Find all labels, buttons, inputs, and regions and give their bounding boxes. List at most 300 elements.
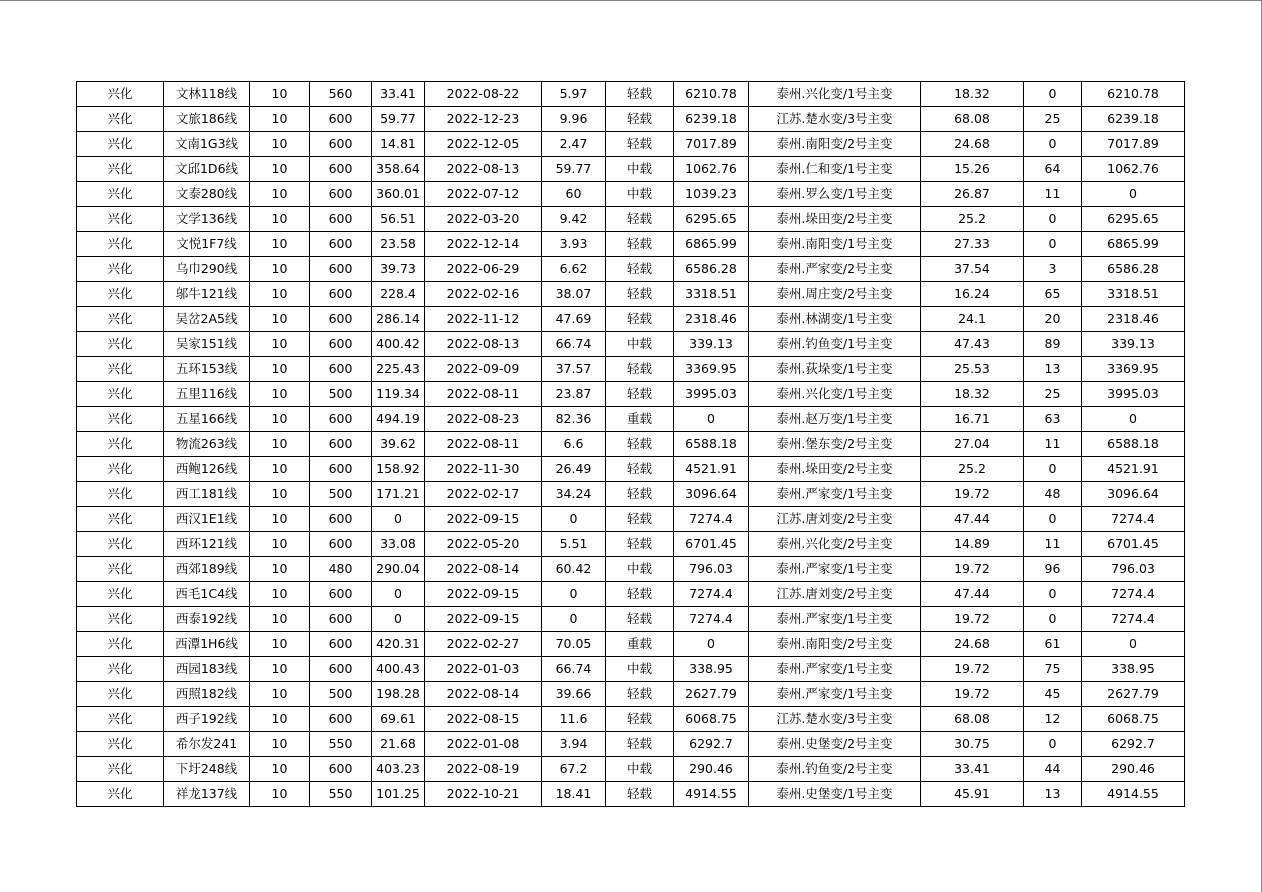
count-cell: 48 bbox=[1024, 482, 1082, 507]
rated-capacity-cell: 550 bbox=[310, 732, 372, 757]
rated-capacity-cell: 600 bbox=[310, 132, 372, 157]
transformer-load-cell: 19.72 bbox=[921, 657, 1024, 682]
available-capacity-cell: 3096.64 bbox=[674, 482, 749, 507]
table-row bbox=[77, 332, 1185, 357]
max-current-cell: 56.51 bbox=[372, 207, 425, 232]
date-cell: 2022-08-13 bbox=[425, 157, 542, 182]
line-name-cell: 希尔发241 bbox=[164, 732, 250, 757]
available-capacity-cell: 7274.4 bbox=[674, 582, 749, 607]
date-cell: 2022-02-27 bbox=[425, 632, 542, 657]
count-cell: 11 bbox=[1024, 432, 1082, 457]
max-current-cell: 286.14 bbox=[372, 307, 425, 332]
count-cell: 0 bbox=[1024, 457, 1082, 482]
voltage-cell: 10 bbox=[250, 482, 310, 507]
load-status-cell: 轻载 bbox=[606, 607, 674, 632]
available-capacity-cell: 339.13 bbox=[674, 332, 749, 357]
voltage-cell: 10 bbox=[250, 682, 310, 707]
rated-capacity-cell: 500 bbox=[310, 382, 372, 407]
region-cell: 兴化 bbox=[77, 232, 164, 257]
available-capacity-cell: 0 bbox=[674, 407, 749, 432]
remaining-capacity-cell: 0 bbox=[1082, 182, 1185, 207]
line-name-cell: 五星166线 bbox=[164, 407, 250, 432]
line-name-cell: 西泰192线 bbox=[164, 607, 250, 632]
table-row bbox=[77, 557, 1185, 582]
load-rate-cell: 67.2 bbox=[542, 757, 606, 782]
load-status-cell: 轻载 bbox=[606, 782, 674, 807]
rated-capacity-cell: 600 bbox=[310, 282, 372, 307]
count-cell: 45 bbox=[1024, 682, 1082, 707]
line-name-cell: 五里116线 bbox=[164, 382, 250, 407]
load-status-cell: 重载 bbox=[606, 407, 674, 432]
remaining-capacity-cell: 6068.75 bbox=[1082, 707, 1185, 732]
voltage-cell: 10 bbox=[250, 107, 310, 132]
remaining-capacity-cell: 4914.55 bbox=[1082, 782, 1185, 807]
transformer-cell: 泰州.严家变/1号主变 bbox=[749, 482, 921, 507]
load-rate-cell: 23.87 bbox=[542, 382, 606, 407]
transformer-load-cell: 30.75 bbox=[921, 732, 1024, 757]
load-status-cell: 重载 bbox=[606, 632, 674, 657]
load-rate-cell: 2.47 bbox=[542, 132, 606, 157]
load-status-cell: 轻载 bbox=[606, 507, 674, 532]
available-capacity-cell: 1062.76 bbox=[674, 157, 749, 182]
rated-capacity-cell: 600 bbox=[310, 182, 372, 207]
voltage-cell: 10 bbox=[250, 582, 310, 607]
max-current-cell: 420.31 bbox=[372, 632, 425, 657]
table-row bbox=[77, 182, 1185, 207]
transformer-cell: 泰州.严家变/1号主变 bbox=[749, 657, 921, 682]
max-current-cell: 101.25 bbox=[372, 782, 425, 807]
count-cell: 0 bbox=[1024, 607, 1082, 632]
region-cell: 兴化 bbox=[77, 107, 164, 132]
line-name-cell: 文悦1F7线 bbox=[164, 232, 250, 257]
max-current-cell: 33.41 bbox=[372, 82, 425, 107]
max-current-cell: 360.01 bbox=[372, 182, 425, 207]
load-status-cell: 轻载 bbox=[606, 107, 674, 132]
voltage-cell: 10 bbox=[250, 357, 310, 382]
remaining-capacity-cell: 6295.65 bbox=[1082, 207, 1185, 232]
region-cell: 兴化 bbox=[77, 532, 164, 557]
remaining-capacity-cell: 7274.4 bbox=[1082, 507, 1185, 532]
max-current-cell: 171.21 bbox=[372, 482, 425, 507]
available-capacity-cell: 6588.18 bbox=[674, 432, 749, 457]
region-cell: 兴化 bbox=[77, 182, 164, 207]
transformer-cell: 泰州.林湖变/1号主变 bbox=[749, 307, 921, 332]
max-current-cell: 228.4 bbox=[372, 282, 425, 307]
line-name-cell: 物流263线 bbox=[164, 432, 250, 457]
transformer-load-cell: 25.2 bbox=[921, 207, 1024, 232]
available-capacity-cell: 6865.99 bbox=[674, 232, 749, 257]
load-status-cell: 轻载 bbox=[606, 357, 674, 382]
table-row bbox=[77, 82, 1185, 107]
region-cell: 兴化 bbox=[77, 632, 164, 657]
line-name-cell: 西毛1C4线 bbox=[164, 582, 250, 607]
remaining-capacity-cell: 3369.95 bbox=[1082, 357, 1185, 382]
count-cell: 13 bbox=[1024, 782, 1082, 807]
voltage-cell: 10 bbox=[250, 157, 310, 182]
load-rate-cell: 82.36 bbox=[542, 407, 606, 432]
load-rate-cell: 6.62 bbox=[542, 257, 606, 282]
voltage-cell: 10 bbox=[250, 632, 310, 657]
transformer-load-cell: 68.08 bbox=[921, 107, 1024, 132]
table-row bbox=[77, 307, 1185, 332]
date-cell: 2022-09-15 bbox=[425, 582, 542, 607]
table-row bbox=[77, 407, 1185, 432]
load-status-cell: 轻载 bbox=[606, 457, 674, 482]
date-cell: 2022-03-20 bbox=[425, 207, 542, 232]
load-rate-cell: 6.6 bbox=[542, 432, 606, 457]
voltage-cell: 10 bbox=[250, 507, 310, 532]
load-rate-cell: 39.66 bbox=[542, 682, 606, 707]
table-row bbox=[77, 157, 1185, 182]
table-row bbox=[77, 632, 1185, 657]
table-row bbox=[77, 732, 1185, 757]
load-rate-cell: 0 bbox=[542, 582, 606, 607]
count-cell: 75 bbox=[1024, 657, 1082, 682]
load-status-cell: 中载 bbox=[606, 332, 674, 357]
line-name-cell: 文南1G3线 bbox=[164, 132, 250, 157]
load-rate-cell: 5.51 bbox=[542, 532, 606, 557]
available-capacity-cell: 7017.89 bbox=[674, 132, 749, 157]
remaining-capacity-cell: 2627.79 bbox=[1082, 682, 1185, 707]
max-current-cell: 0 bbox=[372, 607, 425, 632]
voltage-cell: 10 bbox=[250, 232, 310, 257]
region-cell: 兴化 bbox=[77, 482, 164, 507]
max-current-cell: 358.64 bbox=[372, 157, 425, 182]
date-cell: 2022-09-15 bbox=[425, 507, 542, 532]
remaining-capacity-cell: 0 bbox=[1082, 632, 1185, 657]
count-cell: 11 bbox=[1024, 532, 1082, 557]
rated-capacity-cell: 600 bbox=[310, 257, 372, 282]
available-capacity-cell: 6586.28 bbox=[674, 257, 749, 282]
table-row bbox=[77, 707, 1185, 732]
transformer-load-cell: 19.72 bbox=[921, 607, 1024, 632]
load-rate-cell: 37.57 bbox=[542, 357, 606, 382]
remaining-capacity-cell: 7017.89 bbox=[1082, 132, 1185, 157]
rated-capacity-cell: 600 bbox=[310, 757, 372, 782]
date-cell: 2022-12-23 bbox=[425, 107, 542, 132]
voltage-cell: 10 bbox=[250, 307, 310, 332]
transformer-cell: 泰州.钓鱼变/1号主变 bbox=[749, 332, 921, 357]
load-status-cell: 轻载 bbox=[606, 682, 674, 707]
remaining-capacity-cell: 6586.28 bbox=[1082, 257, 1185, 282]
load-rate-cell: 59.77 bbox=[542, 157, 606, 182]
rated-capacity-cell: 600 bbox=[310, 157, 372, 182]
load-rate-cell: 0 bbox=[542, 507, 606, 532]
transformer-cell: 泰州.史堡变/2号主变 bbox=[749, 732, 921, 757]
transformer-cell: 泰州.兴化变/1号主变 bbox=[749, 82, 921, 107]
remaining-capacity-cell: 6865.99 bbox=[1082, 232, 1185, 257]
transformer-cell: 泰州.史堡变/1号主变 bbox=[749, 782, 921, 807]
table-row bbox=[77, 757, 1185, 782]
max-current-cell: 39.62 bbox=[372, 432, 425, 457]
voltage-cell: 10 bbox=[250, 607, 310, 632]
transformer-cell: 泰州.罗么变/1号主变 bbox=[749, 182, 921, 207]
available-capacity-cell: 6210.78 bbox=[674, 82, 749, 107]
transformer-load-cell: 26.87 bbox=[921, 182, 1024, 207]
rated-capacity-cell: 500 bbox=[310, 682, 372, 707]
date-cell: 2022-08-13 bbox=[425, 332, 542, 357]
table-row bbox=[77, 457, 1185, 482]
rated-capacity-cell: 600 bbox=[310, 107, 372, 132]
rated-capacity-cell: 560 bbox=[310, 82, 372, 107]
remaining-capacity-cell: 1062.76 bbox=[1082, 157, 1185, 182]
rated-capacity-cell: 600 bbox=[310, 357, 372, 382]
count-cell: 25 bbox=[1024, 107, 1082, 132]
transformer-load-cell: 16.24 bbox=[921, 282, 1024, 307]
region-cell: 兴化 bbox=[77, 732, 164, 757]
remaining-capacity-cell: 2318.46 bbox=[1082, 307, 1185, 332]
transformer-cell: 泰州.荻垛变/1号主变 bbox=[749, 357, 921, 382]
max-current-cell: 400.43 bbox=[372, 657, 425, 682]
rated-capacity-cell: 600 bbox=[310, 307, 372, 332]
table-row bbox=[77, 682, 1185, 707]
load-status-cell: 轻载 bbox=[606, 132, 674, 157]
transformer-load-cell: 24.1 bbox=[921, 307, 1024, 332]
rated-capacity-cell: 600 bbox=[310, 632, 372, 657]
count-cell: 63 bbox=[1024, 407, 1082, 432]
voltage-cell: 10 bbox=[250, 332, 310, 357]
load-status-cell: 轻载 bbox=[606, 532, 674, 557]
load-rate-cell: 34.24 bbox=[542, 482, 606, 507]
transformer-load-cell: 15.26 bbox=[921, 157, 1024, 182]
page-top-border bbox=[0, 0, 1262, 1]
count-cell: 0 bbox=[1024, 232, 1082, 257]
date-cell: 2022-08-14 bbox=[425, 557, 542, 582]
load-rate-cell: 66.74 bbox=[542, 657, 606, 682]
count-cell: 64 bbox=[1024, 157, 1082, 182]
table-row bbox=[77, 782, 1185, 807]
load-status-cell: 轻载 bbox=[606, 282, 674, 307]
load-status-cell: 轻载 bbox=[606, 82, 674, 107]
transformer-cell: 泰州.南阳变/2号主变 bbox=[749, 632, 921, 657]
table-row bbox=[77, 607, 1185, 632]
transformer-cell: 泰州.南阳变/2号主变 bbox=[749, 132, 921, 157]
date-cell: 2022-02-16 bbox=[425, 282, 542, 307]
remaining-capacity-cell: 339.13 bbox=[1082, 332, 1185, 357]
available-capacity-cell: 2627.79 bbox=[674, 682, 749, 707]
table-row bbox=[77, 132, 1185, 157]
voltage-cell: 10 bbox=[250, 532, 310, 557]
rated-capacity-cell: 600 bbox=[310, 707, 372, 732]
max-current-cell: 21.68 bbox=[372, 732, 425, 757]
transformer-load-cell: 19.72 bbox=[921, 557, 1024, 582]
voltage-cell: 10 bbox=[250, 382, 310, 407]
table-row bbox=[77, 357, 1185, 382]
rated-capacity-cell: 600 bbox=[310, 207, 372, 232]
date-cell: 2022-08-22 bbox=[425, 82, 542, 107]
available-capacity-cell: 6295.65 bbox=[674, 207, 749, 232]
load-rate-cell: 60 bbox=[542, 182, 606, 207]
transformer-load-cell: 33.41 bbox=[921, 757, 1024, 782]
line-name-cell: 西工181线 bbox=[164, 482, 250, 507]
remaining-capacity-cell: 7274.4 bbox=[1082, 607, 1185, 632]
line-name-cell: 吴家151线 bbox=[164, 332, 250, 357]
transformer-load-cell: 19.72 bbox=[921, 482, 1024, 507]
table-body bbox=[77, 82, 1185, 807]
count-cell: 44 bbox=[1024, 757, 1082, 782]
transformer-cell: 泰州.兴化变/2号主变 bbox=[749, 532, 921, 557]
count-cell: 89 bbox=[1024, 332, 1082, 357]
load-status-cell: 中载 bbox=[606, 182, 674, 207]
voltage-cell: 10 bbox=[250, 782, 310, 807]
count-cell: 25 bbox=[1024, 382, 1082, 407]
date-cell: 2022-08-15 bbox=[425, 707, 542, 732]
region-cell: 兴化 bbox=[77, 257, 164, 282]
date-cell: 2022-10-21 bbox=[425, 782, 542, 807]
max-current-cell: 33.08 bbox=[372, 532, 425, 557]
count-cell: 0 bbox=[1024, 132, 1082, 157]
transformer-load-cell: 18.32 bbox=[921, 382, 1024, 407]
count-cell: 96 bbox=[1024, 557, 1082, 582]
transformer-load-cell: 47.44 bbox=[921, 582, 1024, 607]
line-name-cell: 祥龙137线 bbox=[164, 782, 250, 807]
load-rate-cell: 9.96 bbox=[542, 107, 606, 132]
table-row bbox=[77, 382, 1185, 407]
load-status-cell: 中载 bbox=[606, 557, 674, 582]
load-status-cell: 轻载 bbox=[606, 382, 674, 407]
available-capacity-cell: 796.03 bbox=[674, 557, 749, 582]
region-cell: 兴化 bbox=[77, 707, 164, 732]
load-status-cell: 轻载 bbox=[606, 232, 674, 257]
table-row bbox=[77, 232, 1185, 257]
transformer-load-cell: 45.91 bbox=[921, 782, 1024, 807]
max-current-cell: 290.04 bbox=[372, 557, 425, 582]
load-status-cell: 轻载 bbox=[606, 307, 674, 332]
feeder-load-table bbox=[76, 81, 1185, 807]
date-cell: 2022-05-20 bbox=[425, 532, 542, 557]
transformer-cell: 泰州.南阳变/1号主变 bbox=[749, 232, 921, 257]
max-current-cell: 0 bbox=[372, 582, 425, 607]
date-cell: 2022-08-14 bbox=[425, 682, 542, 707]
table-row bbox=[77, 207, 1185, 232]
region-cell: 兴化 bbox=[77, 282, 164, 307]
date-cell: 2022-08-11 bbox=[425, 382, 542, 407]
line-name-cell: 西园183线 bbox=[164, 657, 250, 682]
transformer-cell: 泰州.垛田变/2号主变 bbox=[749, 207, 921, 232]
line-name-cell: 文林118线 bbox=[164, 82, 250, 107]
transformer-cell: 江苏.楚水变/3号主变 bbox=[749, 107, 921, 132]
voltage-cell: 10 bbox=[250, 207, 310, 232]
line-name-cell: 下圩248线 bbox=[164, 757, 250, 782]
load-rate-cell: 5.97 bbox=[542, 82, 606, 107]
line-name-cell: 西鲍126线 bbox=[164, 457, 250, 482]
date-cell: 2022-09-09 bbox=[425, 357, 542, 382]
count-cell: 0 bbox=[1024, 507, 1082, 532]
date-cell: 2022-11-12 bbox=[425, 307, 542, 332]
available-capacity-cell: 3369.95 bbox=[674, 357, 749, 382]
voltage-cell: 10 bbox=[250, 557, 310, 582]
rated-capacity-cell: 480 bbox=[310, 557, 372, 582]
table-row bbox=[77, 582, 1185, 607]
count-cell: 3 bbox=[1024, 257, 1082, 282]
date-cell: 2022-12-14 bbox=[425, 232, 542, 257]
available-capacity-cell: 338.95 bbox=[674, 657, 749, 682]
region-cell: 兴化 bbox=[77, 757, 164, 782]
transformer-cell: 江苏.唐刘变/2号主变 bbox=[749, 507, 921, 532]
load-rate-cell: 70.05 bbox=[542, 632, 606, 657]
load-status-cell: 中载 bbox=[606, 157, 674, 182]
rated-capacity-cell: 600 bbox=[310, 232, 372, 257]
date-cell: 2022-08-23 bbox=[425, 407, 542, 432]
load-status-cell: 中载 bbox=[606, 757, 674, 782]
max-current-cell: 403.23 bbox=[372, 757, 425, 782]
line-name-cell: 五环153线 bbox=[164, 357, 250, 382]
load-rate-cell: 11.6 bbox=[542, 707, 606, 732]
table-row bbox=[77, 532, 1185, 557]
transformer-load-cell: 24.68 bbox=[921, 632, 1024, 657]
transformer-load-cell: 37.54 bbox=[921, 257, 1024, 282]
available-capacity-cell: 2318.46 bbox=[674, 307, 749, 332]
transformer-cell: 泰州.严家变/1号主变 bbox=[749, 682, 921, 707]
remaining-capacity-cell: 6701.45 bbox=[1082, 532, 1185, 557]
region-cell: 兴化 bbox=[77, 682, 164, 707]
remaining-capacity-cell: 6588.18 bbox=[1082, 432, 1185, 457]
date-cell: 2022-02-17 bbox=[425, 482, 542, 507]
rated-capacity-cell: 550 bbox=[310, 782, 372, 807]
date-cell: 2022-01-08 bbox=[425, 732, 542, 757]
region-cell: 兴化 bbox=[77, 657, 164, 682]
line-name-cell: 邬牛121线 bbox=[164, 282, 250, 307]
rated-capacity-cell: 600 bbox=[310, 582, 372, 607]
table-row bbox=[77, 107, 1185, 132]
available-capacity-cell: 7274.4 bbox=[674, 607, 749, 632]
transformer-cell: 泰州.堡东变/2号主变 bbox=[749, 432, 921, 457]
transformer-load-cell: 68.08 bbox=[921, 707, 1024, 732]
count-cell: 12 bbox=[1024, 707, 1082, 732]
load-rate-cell: 0 bbox=[542, 607, 606, 632]
region-cell: 兴化 bbox=[77, 432, 164, 457]
region-cell: 兴化 bbox=[77, 382, 164, 407]
line-name-cell: 西子192线 bbox=[164, 707, 250, 732]
max-current-cell: 158.92 bbox=[372, 457, 425, 482]
load-status-cell: 中载 bbox=[606, 657, 674, 682]
voltage-cell: 10 bbox=[250, 282, 310, 307]
load-rate-cell: 47.69 bbox=[542, 307, 606, 332]
max-current-cell: 14.81 bbox=[372, 132, 425, 157]
region-cell: 兴化 bbox=[77, 157, 164, 182]
available-capacity-cell: 3995.03 bbox=[674, 382, 749, 407]
count-cell: 65 bbox=[1024, 282, 1082, 307]
load-status-cell: 轻载 bbox=[606, 432, 674, 457]
transformer-load-cell: 27.33 bbox=[921, 232, 1024, 257]
table-row bbox=[77, 282, 1185, 307]
voltage-cell: 10 bbox=[250, 732, 310, 757]
voltage-cell: 10 bbox=[250, 457, 310, 482]
date-cell: 2022-11-30 bbox=[425, 457, 542, 482]
region-cell: 兴化 bbox=[77, 457, 164, 482]
remaining-capacity-cell: 6292.7 bbox=[1082, 732, 1185, 757]
remaining-capacity-cell: 6239.18 bbox=[1082, 107, 1185, 132]
load-rate-cell: 66.74 bbox=[542, 332, 606, 357]
transformer-cell: 泰州.严家变/2号主变 bbox=[749, 257, 921, 282]
region-cell: 兴化 bbox=[77, 207, 164, 232]
remaining-capacity-cell: 796.03 bbox=[1082, 557, 1185, 582]
transformer-cell: 泰州.仁和变/1号主变 bbox=[749, 157, 921, 182]
region-cell: 兴化 bbox=[77, 582, 164, 607]
load-rate-cell: 9.42 bbox=[542, 207, 606, 232]
voltage-cell: 10 bbox=[250, 707, 310, 732]
voltage-cell: 10 bbox=[250, 432, 310, 457]
remaining-capacity-cell: 4521.91 bbox=[1082, 457, 1185, 482]
rated-capacity-cell: 600 bbox=[310, 457, 372, 482]
table-row bbox=[77, 257, 1185, 282]
line-name-cell: 文学136线 bbox=[164, 207, 250, 232]
remaining-capacity-cell: 3096.64 bbox=[1082, 482, 1185, 507]
count-cell: 20 bbox=[1024, 307, 1082, 332]
voltage-cell: 10 bbox=[250, 182, 310, 207]
max-current-cell: 225.43 bbox=[372, 357, 425, 382]
rated-capacity-cell: 600 bbox=[310, 407, 372, 432]
